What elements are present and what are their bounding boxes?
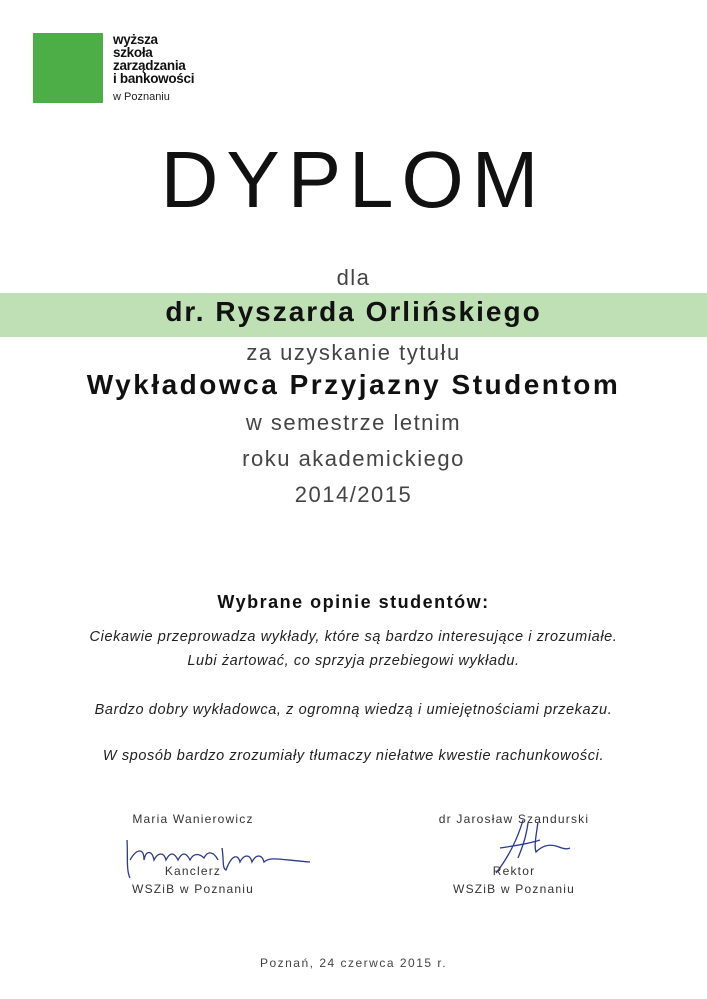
logo-square [33,33,103,103]
logo-line: szkoła [113,45,153,60]
academic-year-label: roku akademickiego [242,446,465,471]
award-title: Wykładowca Przyjazny Studentom [86,369,621,400]
semester-text: w semestrze letnim [245,410,462,435]
signatory-name: dr Jarosław Szandurski [438,812,590,826]
academic-year: 2014/2015 [294,482,413,507]
for-label: dla [336,265,371,290]
logo-line: wyższa [113,32,158,47]
signatory-name: Maria Wanierowicz [132,812,254,826]
opinion-line: Lubi żartować, co sprzyja przebiegowi wykładu. [187,653,520,669]
recipient-name: dr. Ryszarda Orlińskiego [165,296,542,327]
for-title-label: za uzyskanie tytułu [246,340,461,365]
signatory-organization: WSZiB w Poznaniu [453,882,575,896]
opinion-line: Bardzo dobry wykładowca, z ogromną wiedzą i umiejętnościami przekazu. [94,702,613,718]
signatory-role: Kanclerz [164,864,222,878]
school-logo [33,33,213,105]
logo-subtitle: w Poznaniu [113,91,170,103]
logo-line: zarządzania [113,58,186,73]
opinion-line: W sposób bardzo zrozumiały tłumaczy niełatwe kwestie rachunkowości. [102,748,605,764]
diploma-title: DYPLOM [160,135,547,224]
place-and-date: Poznań, 24 czerwca 2015 r. [259,956,448,970]
logo-line: i bankowości [113,71,195,86]
signatory-organization: WSZiB w Poznaniu [132,882,254,896]
opinion-line: Ciekawie przeprowadza wykłady, które są bardzo interesujące i zrozumiałe. [89,629,618,645]
logo-wordmark [113,33,194,85]
signatory-role: Rektor [492,864,536,878]
opinions-heading: Wybrane opinie studentów: [217,592,490,612]
